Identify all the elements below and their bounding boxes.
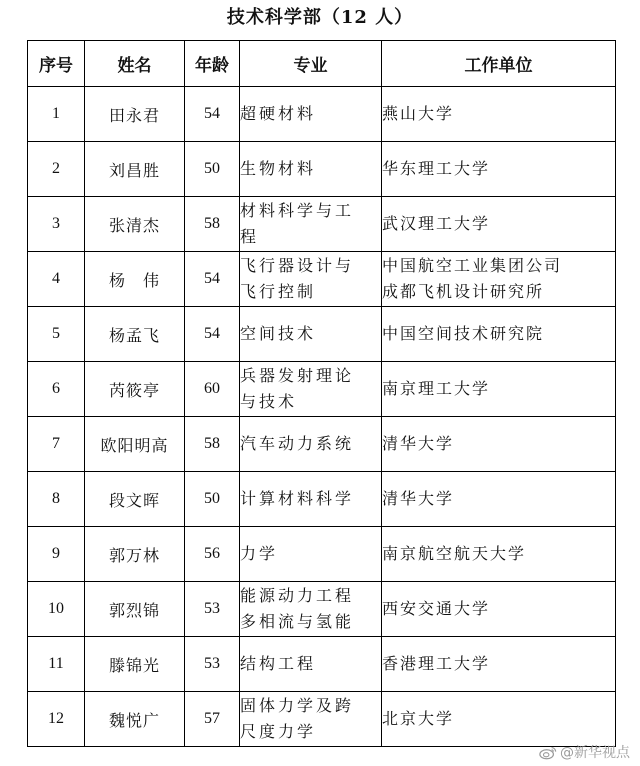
- row-name: 段文晖: [85, 472, 185, 527]
- weibo-icon: [539, 745, 557, 760]
- row-major: [240, 87, 382, 142]
- header-age: 年龄: [185, 41, 240, 87]
- row-major-line: 尺度力学: [240, 722, 317, 741]
- header-name: 姓名: [85, 41, 185, 87]
- row-major: [240, 362, 382, 417]
- row-major-line: 生物材料: [240, 159, 317, 178]
- row-age: 54: [185, 307, 240, 362]
- row-name: 杨 伟: [85, 252, 185, 307]
- table-body: [28, 87, 616, 747]
- row-major-line: 结构工程: [240, 654, 317, 673]
- table-row: [28, 87, 616, 142]
- row-major: [240, 142, 382, 197]
- table-row: [28, 582, 616, 637]
- row-major-line: 材料科学与工: [240, 201, 355, 220]
- row-unit-line: 武汉理工大学: [382, 214, 491, 233]
- row-major-line: 计算材料科学: [240, 489, 355, 508]
- row-unit-line: 清华大学: [382, 489, 455, 508]
- row-unit-line: 中国空间技术研究院: [382, 324, 545, 343]
- row-unit-line: 南京理工大学: [382, 379, 491, 398]
- row-age: 56: [185, 527, 240, 582]
- row-unit: [382, 472, 616, 527]
- page-title: 技术科学部（12 人）: [226, 7, 414, 28]
- row-major-line: 力学: [240, 544, 279, 563]
- row-age: 50: [185, 472, 240, 527]
- row-unit: [382, 527, 616, 582]
- table-row: [28, 417, 616, 472]
- row-age: 58: [185, 417, 240, 472]
- table-row: [28, 142, 616, 197]
- row-number: 6: [28, 362, 85, 417]
- row-name: 田永君: [85, 87, 185, 142]
- row-major-line: 空间技术: [240, 324, 317, 343]
- row-age: 57: [185, 692, 240, 747]
- row-unit: [382, 637, 616, 692]
- row-major-line: 汽车动力系统: [240, 434, 355, 453]
- row-number: 8: [28, 472, 85, 527]
- row-major: [240, 637, 382, 692]
- table-row: [28, 472, 616, 527]
- row-name: 欧阳明高: [85, 417, 185, 472]
- row-unit: [382, 252, 616, 307]
- header-unit: 工作单位: [382, 41, 616, 87]
- row-major-line: 固体力学及跨: [240, 696, 355, 715]
- row-unit-line: 中国航空工业集团公司: [382, 256, 563, 275]
- row-unit-line: 华东理工大学: [382, 159, 491, 178]
- row-name: 杨孟飞: [85, 307, 185, 362]
- row-major: [240, 692, 382, 747]
- row-number: 10: [28, 582, 85, 637]
- row-unit-line: 南京航空航天大学: [382, 544, 527, 563]
- row-unit: [382, 582, 616, 637]
- row-number: 4: [28, 252, 85, 307]
- row-unit-line: 清华大学: [382, 434, 455, 453]
- table-row: [28, 527, 616, 582]
- row-major-line: 能源动力工程: [240, 586, 355, 605]
- table-row: [28, 692, 616, 747]
- row-name: 张清杰: [85, 197, 185, 252]
- row-age: 58: [185, 197, 240, 252]
- row-name: 刘昌胜: [85, 142, 185, 197]
- row-number: 11: [28, 637, 85, 692]
- row-major: [240, 197, 382, 252]
- academician-table: [27, 40, 616, 747]
- row-age: 53: [185, 582, 240, 637]
- table-header-row: [28, 41, 616, 87]
- watermark-text: @新华视点: [560, 745, 630, 761]
- row-number: 3: [28, 197, 85, 252]
- table-row: [28, 197, 616, 252]
- row-name: 郭万林: [85, 527, 185, 582]
- row-age: 50: [185, 142, 240, 197]
- row-unit-line: 北京大学: [382, 709, 455, 728]
- row-unit: [382, 417, 616, 472]
- row-major: [240, 472, 382, 527]
- row-number: 2: [28, 142, 85, 197]
- table-row: [28, 252, 616, 307]
- table-row: [28, 362, 616, 417]
- row-name: 郭烈锦: [85, 582, 185, 637]
- table-row: [28, 307, 616, 362]
- row-unit: [382, 142, 616, 197]
- row-name: 魏悦广: [85, 692, 185, 747]
- row-number: 1: [28, 87, 85, 142]
- row-unit: [382, 307, 616, 362]
- header-no: 序号: [28, 41, 85, 87]
- row-major: [240, 582, 382, 637]
- row-major: [240, 252, 382, 307]
- row-major: [240, 307, 382, 362]
- row-unit-line: 香港理工大学: [382, 654, 491, 673]
- row-unit: [382, 87, 616, 142]
- row-name: 滕锦光: [85, 637, 185, 692]
- row-major-line: 飞行控制: [240, 282, 317, 301]
- row-major: [240, 527, 382, 582]
- row-unit-line: 西安交通大学: [382, 599, 491, 618]
- row-age: 54: [185, 87, 240, 142]
- row-age: 54: [185, 252, 240, 307]
- row-number: 7: [28, 417, 85, 472]
- row-major-line: 程: [240, 227, 260, 246]
- row-number: 12: [28, 692, 85, 747]
- row-age: 60: [185, 362, 240, 417]
- row-unit-line: 燕山大学: [382, 104, 455, 123]
- row-major-line: 超硬材料: [240, 104, 317, 123]
- table-row: [28, 637, 616, 692]
- row-unit-line: 成都飞机设计研究所: [382, 282, 545, 301]
- row-major-line: 与技术: [240, 392, 298, 411]
- row-number: 5: [28, 307, 85, 362]
- row-unit: [382, 362, 616, 417]
- row-major-line: 飞行器设计与: [240, 256, 355, 275]
- row-number: 9: [28, 527, 85, 582]
- header-major: 专业: [240, 41, 382, 87]
- row-name: 芮筱亭: [85, 362, 185, 417]
- row-unit: [382, 197, 616, 252]
- row-major-line: 多相流与氢能: [240, 612, 355, 631]
- row-major: [240, 417, 382, 472]
- row-major-line: 兵器发射理论: [240, 366, 355, 385]
- row-unit: [382, 692, 616, 747]
- row-age: 53: [185, 637, 240, 692]
- watermark: [539, 742, 630, 762]
